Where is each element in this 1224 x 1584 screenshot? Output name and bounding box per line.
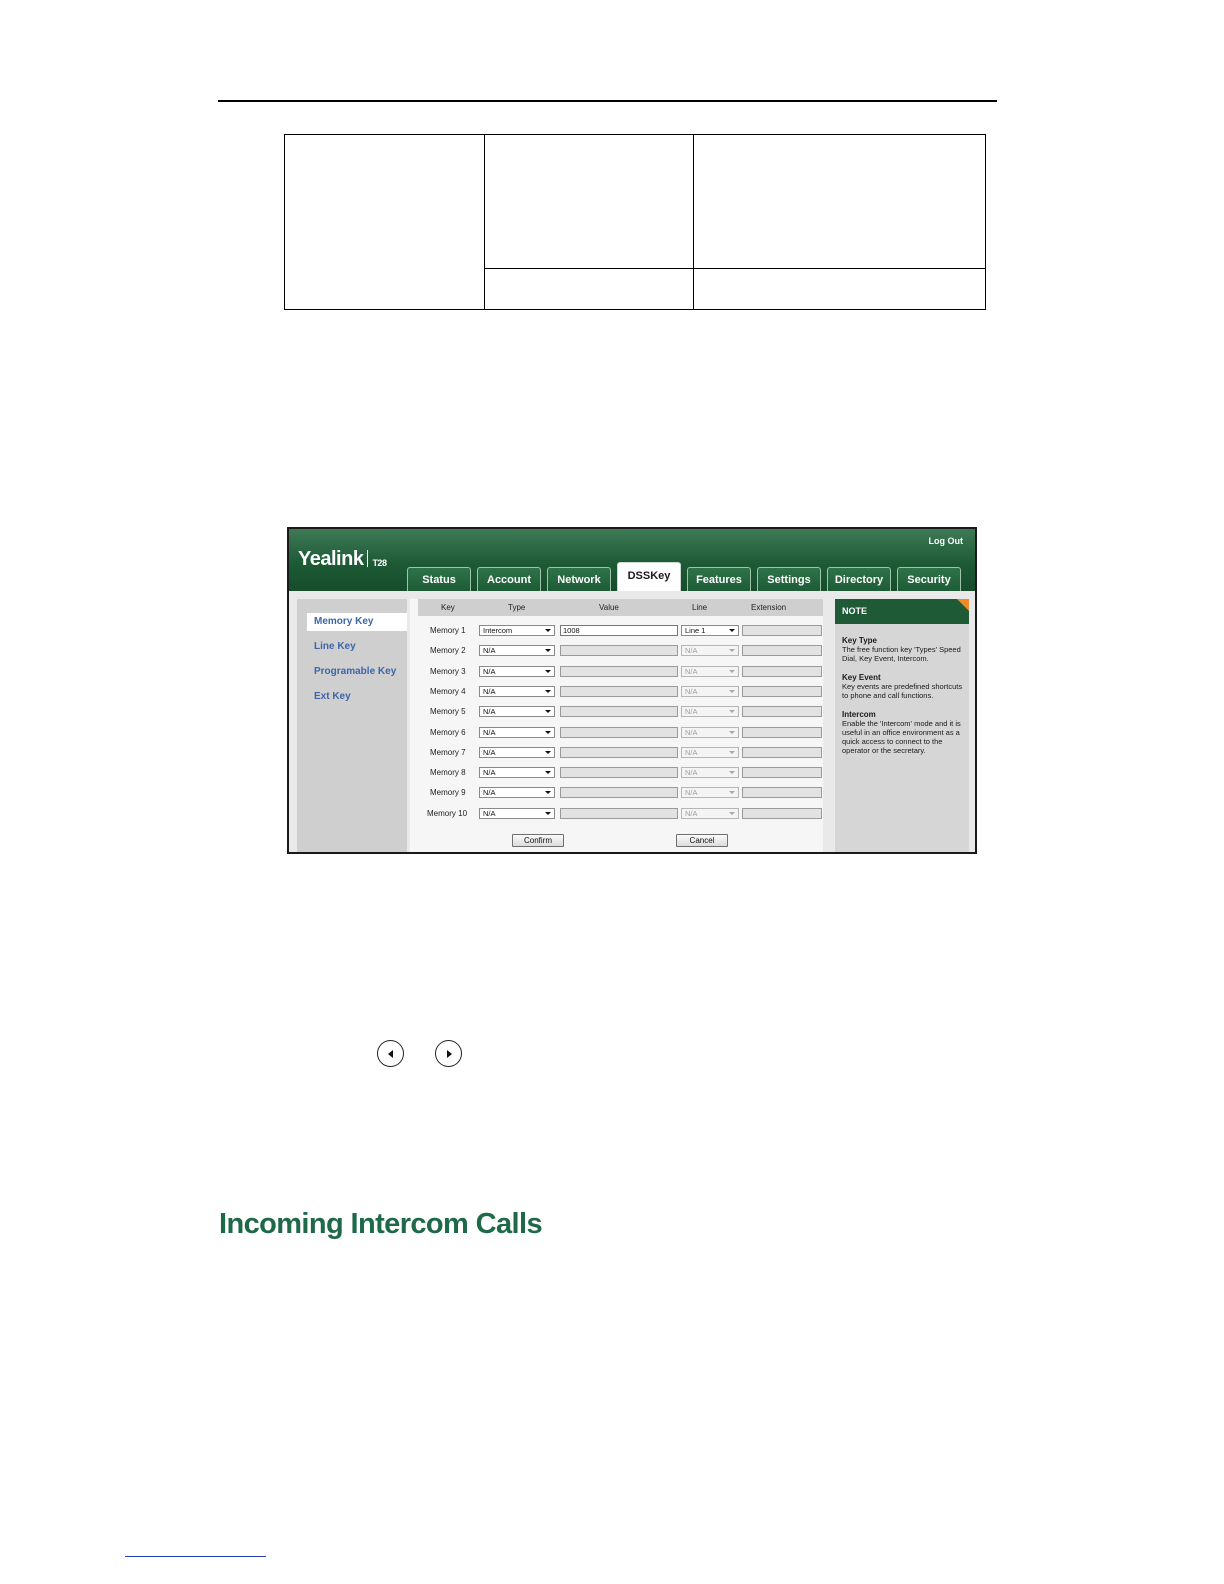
note-heading: Key Type: [842, 636, 877, 645]
note-body: [842, 636, 966, 765]
note-title: NOTE: [835, 599, 969, 624]
tab-settings[interactable]: Settings: [757, 567, 821, 591]
tab-network[interactable]: Network: [547, 567, 611, 591]
column-line: Line: [692, 603, 708, 612]
memory-key-label: Memory 7: [430, 747, 466, 757]
note-text: Key events are predefined shortcuts to phone and call functions.: [842, 682, 963, 700]
extension-input[interactable]: [742, 808, 822, 819]
value-input[interactable]: [560, 767, 678, 778]
value-input[interactable]: [560, 645, 678, 656]
sidebar-item-programable-key[interactable]: Programable Key: [314, 666, 397, 677]
chevron-down-icon: [545, 690, 551, 693]
parameter-table: [284, 134, 986, 310]
chevron-down-icon: [729, 649, 735, 652]
line-select-value: N/A: [685, 666, 698, 676]
table-divider: [484, 268, 985, 269]
extension-input[interactable]: [742, 625, 822, 636]
type-select-value: N/A: [483, 788, 496, 798]
chevron-down-icon: [545, 710, 551, 713]
line-select-value: N/A: [685, 686, 698, 696]
extension-input[interactable]: [742, 787, 822, 798]
footer-link-underline: [125, 1556, 266, 1557]
right-navigation-key-icon: [435, 1040, 462, 1067]
logout-link[interactable]: Log Out: [928, 536, 963, 546]
value-input[interactable]: [560, 686, 678, 697]
type-select[interactable]: [479, 666, 555, 677]
type-select-value: N/A: [483, 747, 496, 757]
line-select-value: N/A: [685, 768, 698, 778]
line-select-value: N/A: [685, 747, 698, 757]
table-divider: [484, 135, 485, 309]
sidebar: [297, 599, 407, 852]
extension-input[interactable]: [742, 686, 822, 697]
column-value: Value: [599, 603, 619, 612]
sidebar-item-line-key[interactable]: Line Key: [314, 641, 356, 652]
memory-key-label: Memory 3: [430, 666, 466, 676]
note-panel: [835, 599, 969, 852]
memory-key-label: Memory 5: [430, 707, 466, 717]
type-select-value: N/A: [483, 707, 496, 717]
memory-key-label: Memory 9: [430, 788, 466, 798]
type-select[interactable]: [479, 808, 555, 819]
extension-input[interactable]: [742, 727, 822, 738]
type-select-value: N/A: [483, 768, 496, 778]
chevron-down-icon: [729, 812, 735, 815]
type-select[interactable]: [479, 625, 555, 636]
chevron-down-icon: [545, 649, 551, 652]
chevron-down-icon: [729, 731, 735, 734]
chevron-down-icon: [545, 751, 551, 754]
chevron-down-icon: [545, 812, 551, 815]
extension-input[interactable]: [742, 767, 822, 778]
extension-input[interactable]: [742, 645, 822, 656]
line-select[interactable]: [681, 645, 739, 656]
extension-input[interactable]: [742, 747, 822, 758]
line-select-value: N/A: [685, 727, 698, 737]
type-select[interactable]: [479, 686, 555, 697]
chevron-down-icon: [729, 690, 735, 693]
line-select[interactable]: [681, 767, 739, 778]
left-navigation-key-icon: [377, 1040, 404, 1067]
extension-input[interactable]: [742, 706, 822, 717]
value-input[interactable]: [560, 706, 678, 717]
line-select[interactable]: [681, 747, 739, 758]
sidebar-item-ext-key[interactable]: Ext Key: [314, 691, 351, 702]
type-select[interactable]: [479, 787, 555, 798]
type-select[interactable]: [479, 645, 555, 656]
value-input[interactable]: [560, 747, 678, 758]
line-select-value: N/A: [685, 808, 698, 818]
line-select-value: N/A: [685, 788, 698, 798]
section-title: Incoming Intercom Calls: [219, 1208, 542, 1240]
note-heading: Intercom: [842, 710, 876, 719]
type-select-value: N/A: [483, 686, 496, 696]
note-text: Enable the 'Intercom' mode and it is useful in an office environment as a quick access to connect to the operator or the secretary.: [842, 719, 961, 755]
note-text: The free function key 'Types' Speed Dial, Key Event, Intercom.: [842, 645, 961, 663]
note-heading: Key Event: [842, 673, 881, 682]
sidebar-item-memory-key[interactable]: Memory Key: [307, 613, 407, 631]
type-select-value: N/A: [483, 666, 496, 676]
tab-account[interactable]: Account: [477, 567, 541, 591]
memory-key-label: Memory 8: [430, 768, 466, 778]
line-select[interactable]: [681, 686, 739, 697]
chevron-down-icon: [729, 751, 735, 754]
chevron-down-icon: [729, 629, 735, 632]
table-divider: [693, 135, 694, 309]
chevron-down-icon: [545, 629, 551, 632]
chevron-down-icon: [545, 771, 551, 774]
type-select[interactable]: [479, 767, 555, 778]
header-rule: [218, 100, 997, 102]
line-select-value: Line 1: [685, 626, 706, 635]
memory-key-label: Memory 4: [430, 686, 466, 696]
line-select[interactable]: [681, 706, 739, 717]
tab-security[interactable]: Security: [897, 567, 961, 591]
chevron-down-icon: [545, 791, 551, 794]
tab-dsskey[interactable]: DSSKey: [617, 562, 681, 592]
chevron-down-icon: [729, 791, 735, 794]
line-select[interactable]: [681, 787, 739, 798]
note-fold-corner: [957, 599, 969, 611]
value-input[interactable]: 1008: [560, 625, 678, 636]
line-select[interactable]: [681, 666, 739, 677]
value-input[interactable]: [560, 787, 678, 798]
type-select[interactable]: [479, 727, 555, 738]
type-select[interactable]: [479, 747, 555, 758]
table-header: [418, 599, 823, 616]
column-extension: Extension: [751, 603, 787, 612]
chevron-down-icon: [729, 710, 735, 713]
line-select[interactable]: [681, 727, 739, 738]
extension-input[interactable]: [742, 666, 822, 677]
web-ui-screenshot: [287, 527, 977, 854]
tab-directory[interactable]: Directory: [827, 567, 891, 591]
type-select-value: N/A: [483, 808, 496, 818]
top-bar: [289, 529, 975, 591]
value-input[interactable]: [560, 808, 678, 819]
chevron-down-icon: [729, 771, 735, 774]
line-select[interactable]: [681, 808, 739, 819]
column-type: Type: [508, 603, 526, 612]
chevron-down-icon: [545, 731, 551, 734]
memory-key-panel: [410, 599, 823, 852]
value-input[interactable]: [560, 666, 678, 677]
memory-key-label: Memory 6: [430, 727, 466, 737]
line-select[interactable]: [681, 625, 739, 636]
yealink-logo: Yealink T28: [298, 548, 387, 570]
chevron-down-icon: [729, 670, 735, 673]
confirm-button[interactable]: Confirm: [512, 834, 564, 847]
memory-key-label: Memory 2: [430, 646, 466, 656]
memory-key-label: Memory 10: [427, 808, 468, 818]
tab-features[interactable]: Features: [687, 567, 751, 591]
chevron-down-icon: [545, 670, 551, 673]
tab-status[interactable]: Status: [407, 567, 471, 591]
cancel-button[interactable]: Cancel: [676, 834, 728, 847]
line-select-value: N/A: [685, 646, 698, 656]
line-select-value: N/A: [685, 707, 698, 717]
column-key: Key: [441, 603, 455, 612]
type-select-value: N/A: [483, 646, 496, 656]
memory-key-label: Memory 1: [430, 626, 466, 635]
type-select[interactable]: [479, 706, 555, 717]
type-select-value: Intercom: [483, 626, 513, 635]
value-input[interactable]: [560, 727, 678, 738]
type-select-value: N/A: [483, 727, 496, 737]
